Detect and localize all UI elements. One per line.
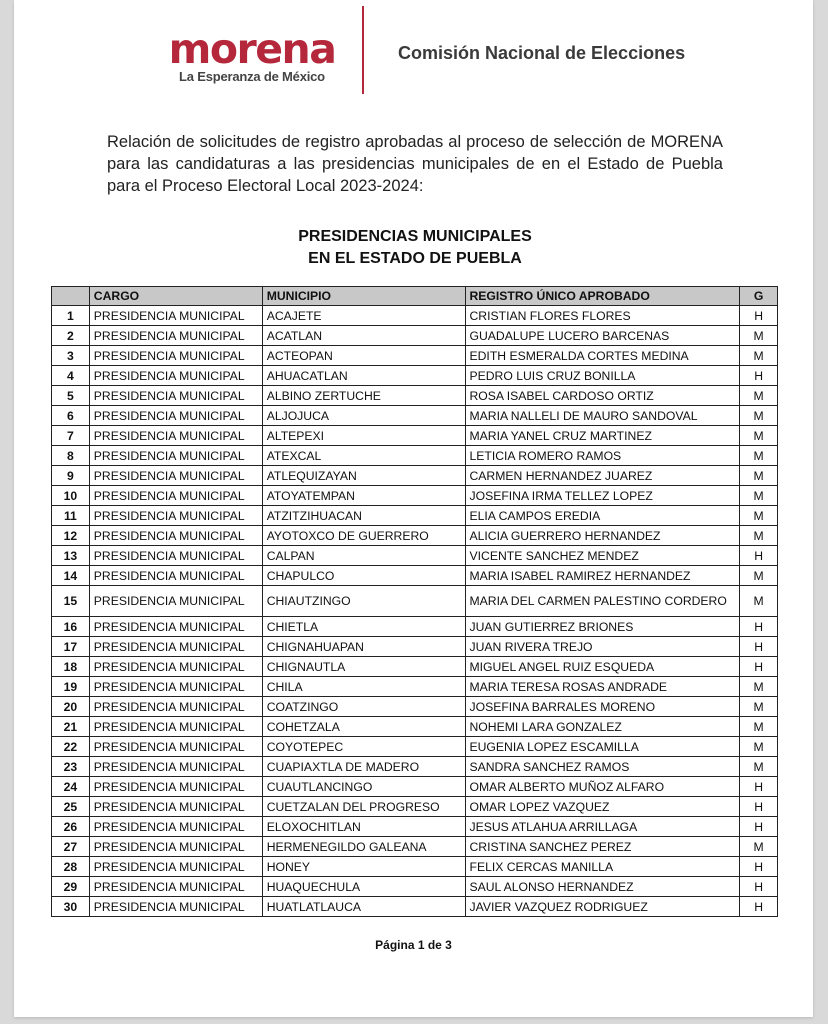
row-cargo: PRESIDENCIA MUNICIPAL (89, 446, 262, 466)
morena-logo (152, 25, 352, 84)
row-municipio: HONEY (262, 857, 465, 877)
row-gender: M (740, 346, 778, 366)
row-municipio: COATZINGO (262, 697, 465, 717)
row-registro: ALICIA GUERRERO HERNANDEZ (465, 526, 740, 546)
table-row (52, 306, 778, 326)
row-registro: JUAN RIVERA TREJO (465, 637, 740, 657)
row-registro: CRISTINA SANCHEZ PEREZ (465, 837, 740, 857)
row-gender: M (740, 326, 778, 346)
table-row (52, 717, 778, 737)
row-registro: VICENTE SANCHEZ MENDEZ (465, 546, 740, 566)
table-row (52, 837, 778, 857)
row-municipio: ALJOJUCA (262, 406, 465, 426)
row-number: 11 (52, 506, 90, 526)
row-gender: M (740, 566, 778, 586)
row-municipio: CHIGNAUTLA (262, 657, 465, 677)
row-gender: H (740, 637, 778, 657)
row-municipio: COHETZALA (262, 717, 465, 737)
row-municipio: CHAPULCO (262, 566, 465, 586)
table-row (52, 617, 778, 637)
row-number: 19 (52, 677, 90, 697)
row-gender: H (740, 617, 778, 637)
column-header-registro: REGISTRO ÚNICO APROBADO (465, 287, 740, 306)
row-registro: JAVIER VAZQUEZ RODRIGUEZ (465, 897, 740, 917)
row-registro: EUGENIA LOPEZ ESCAMILLA (465, 737, 740, 757)
row-cargo: PRESIDENCIA MUNICIPAL (89, 657, 262, 677)
row-gender: M (740, 837, 778, 857)
row-cargo: PRESIDENCIA MUNICIPAL (89, 346, 262, 366)
table-row (52, 486, 778, 506)
row-cargo: PRESIDENCIA MUNICIPAL (89, 837, 262, 857)
row-gender: H (740, 897, 778, 917)
row-registro: ROSA ISABEL CARDOSO ORTIZ (465, 386, 740, 406)
row-number: 6 (52, 406, 90, 426)
row-number: 23 (52, 757, 90, 777)
row-registro: JOSEFINA BARRALES MORENO (465, 697, 740, 717)
table-row (52, 897, 778, 917)
table-row (52, 697, 778, 717)
row-gender: H (740, 657, 778, 677)
row-cargo: PRESIDENCIA MUNICIPAL (89, 757, 262, 777)
row-registro: SANDRA SANCHEZ RAMOS (465, 757, 740, 777)
row-registro: JUAN GUTIERREZ BRIONES (465, 617, 740, 637)
row-municipio: CUETZALAN DEL PROGRESO (262, 797, 465, 817)
row-gender: M (740, 697, 778, 717)
row-registro: OMAR LOPEZ VAZQUEZ (465, 797, 740, 817)
row-cargo: PRESIDENCIA MUNICIPAL (89, 737, 262, 757)
row-cargo: PRESIDENCIA MUNICIPAL (89, 486, 262, 506)
row-municipio: AYOTOXCO DE GUERRERO (262, 526, 465, 546)
table-row (52, 466, 778, 486)
row-cargo: PRESIDENCIA MUNICIPAL (89, 426, 262, 446)
table-row (52, 737, 778, 757)
row-municipio: ACTEOPAN (262, 346, 465, 366)
row-number: 20 (52, 697, 90, 717)
row-gender: H (740, 777, 778, 797)
table-row (52, 366, 778, 386)
row-cargo: PRESIDENCIA MUNICIPAL (89, 797, 262, 817)
table-row (52, 757, 778, 777)
row-municipio: CUAUTLANCINGO (262, 777, 465, 797)
row-number: 16 (52, 617, 90, 637)
row-registro: MARIA TERESA ROSAS ANDRADE (465, 677, 740, 697)
row-registro: CRISTIAN FLORES FLORES (465, 306, 740, 326)
row-number: 25 (52, 797, 90, 817)
row-cargo: PRESIDENCIA MUNICIPAL (89, 466, 262, 486)
row-municipio: CHIGNAHUAPAN (262, 637, 465, 657)
row-cargo: PRESIDENCIA MUNICIPAL (89, 406, 262, 426)
row-gender: M (740, 386, 778, 406)
row-number: 15 (52, 586, 90, 617)
row-number: 18 (52, 657, 90, 677)
row-registro: LETICIA ROMERO RAMOS (465, 446, 740, 466)
row-number: 17 (52, 637, 90, 657)
row-number: 3 (52, 346, 90, 366)
row-gender: H (740, 817, 778, 837)
column-header-cargo: CARGO (89, 287, 262, 306)
row-number: 29 (52, 877, 90, 897)
row-municipio: CHILA (262, 677, 465, 697)
row-cargo: PRESIDENCIA MUNICIPAL (89, 526, 262, 546)
row-municipio: ALBINO ZERTUCHE (262, 386, 465, 406)
row-municipio: AHUACATLAN (262, 366, 465, 386)
row-number: 10 (52, 486, 90, 506)
row-municipio: HERMENEGILDO GALEANA (262, 837, 465, 857)
row-municipio: COYOTEPEC (262, 737, 465, 757)
table-row (52, 346, 778, 366)
row-registro: SAUL ALONSO HERNANDEZ (465, 877, 740, 897)
row-cargo: PRESIDENCIA MUNICIPAL (89, 857, 262, 877)
row-cargo: PRESIDENCIA MUNICIPAL (89, 366, 262, 386)
row-cargo: PRESIDENCIA MUNICIPAL (89, 326, 262, 346)
row-number: 24 (52, 777, 90, 797)
row-cargo: PRESIDENCIA MUNICIPAL (89, 717, 262, 737)
table-body (52, 306, 778, 917)
row-registro: NOHEMI LARA GONZALEZ (465, 717, 740, 737)
logo-wordmark: morena (168, 25, 336, 73)
column-header-municipio: MUNICIPIO (262, 287, 465, 306)
row-municipio: ACAJETE (262, 306, 465, 326)
row-municipio: ATOYATEMPAN (262, 486, 465, 506)
row-number: 21 (52, 717, 90, 737)
logo-tagline: La Esperanza de México (179, 69, 325, 84)
row-registro: CARMEN HERNANDEZ JUAREZ (465, 466, 740, 486)
row-gender: M (740, 506, 778, 526)
row-number: 12 (52, 526, 90, 546)
row-cargo: PRESIDENCIA MUNICIPAL (89, 306, 262, 326)
row-cargo: PRESIDENCIA MUNICIPAL (89, 566, 262, 586)
row-gender: M (740, 586, 778, 617)
row-cargo: PRESIDENCIA MUNICIPAL (89, 877, 262, 897)
row-number: 4 (52, 366, 90, 386)
table-row (52, 586, 778, 617)
heading-line-1: PRESIDENCIAS MUNICIPALES (298, 228, 532, 245)
table-row (52, 406, 778, 426)
row-gender: H (740, 546, 778, 566)
intro-paragraph: Relación de solicitudes de registro aprobadas al proceso de selección de MORENA para las candidaturas a las presidencias municipales de en el Estado de Puebla para el Proceso Electoral Local 2023-2024: (107, 133, 723, 195)
row-registro: MIGUEL ANGEL RUIZ ESQUEDA (465, 657, 740, 677)
row-cargo: PRESIDENCIA MUNICIPAL (89, 677, 262, 697)
row-gender: M (740, 757, 778, 777)
row-municipio: ATEXCAL (262, 446, 465, 466)
row-municipio: ATLEQUIZAYAN (262, 466, 465, 486)
table-row (52, 797, 778, 817)
row-municipio: CUAPIAXTLA DE MADERO (262, 757, 465, 777)
table-row (52, 677, 778, 697)
section-heading (107, 226, 723, 270)
header-divider (362, 6, 364, 94)
table-row (52, 566, 778, 586)
table-row (52, 817, 778, 837)
row-registro: GUADALUPE LUCERO BARCENAS (465, 326, 740, 346)
row-municipio: CALPAN (262, 546, 465, 566)
row-gender: M (740, 406, 778, 426)
table-row (52, 526, 778, 546)
row-number: 22 (52, 737, 90, 757)
row-gender: M (740, 737, 778, 757)
row-cargo: PRESIDENCIA MUNICIPAL (89, 637, 262, 657)
row-gender: M (740, 677, 778, 697)
table-row (52, 446, 778, 466)
row-gender: H (740, 877, 778, 897)
row-municipio: ATZITZIHUACAN (262, 506, 465, 526)
row-registro: ELIA CAMPOS EREDIA (465, 506, 740, 526)
row-number: 7 (52, 426, 90, 446)
row-cargo: PRESIDENCIA MUNICIPAL (89, 386, 262, 406)
table-row (52, 326, 778, 346)
table-header-row (52, 287, 778, 306)
row-gender: H (740, 797, 778, 817)
row-registro: JOSEFINA IRMA TELLEZ LOPEZ (465, 486, 740, 506)
row-registro: MARIA ISABEL RAMIREZ HERNANDEZ (465, 566, 740, 586)
row-gender: M (740, 426, 778, 446)
row-number: 14 (52, 566, 90, 586)
column-header-number (52, 287, 90, 306)
row-number: 8 (52, 446, 90, 466)
row-cargo: PRESIDENCIA MUNICIPAL (89, 546, 262, 566)
table-row (52, 546, 778, 566)
row-registro: EDITH ESMERALDA CORTES MEDINA (465, 346, 740, 366)
row-cargo: PRESIDENCIA MUNICIPAL (89, 817, 262, 837)
row-number: 30 (52, 897, 90, 917)
table-row (52, 857, 778, 877)
row-municipio: CHIAUTZINGO (262, 586, 465, 617)
table-row (52, 506, 778, 526)
row-gender: H (740, 306, 778, 326)
row-municipio: ACATLAN (262, 326, 465, 346)
row-cargo: PRESIDENCIA MUNICIPAL (89, 777, 262, 797)
row-registro: FELIX CERCAS MANILLA (465, 857, 740, 877)
row-number: 5 (52, 386, 90, 406)
row-gender: M (740, 486, 778, 506)
table-row (52, 386, 778, 406)
row-cargo: PRESIDENCIA MUNICIPAL (89, 617, 262, 637)
row-gender: M (740, 466, 778, 486)
row-gender: H (740, 366, 778, 386)
row-cargo: PRESIDENCIA MUNICIPAL (89, 586, 262, 617)
row-number: 28 (52, 857, 90, 877)
table-row (52, 877, 778, 897)
heading-line-2: EN EL ESTADO DE PUEBLA (308, 250, 522, 267)
row-gender: H (740, 857, 778, 877)
row-number: 13 (52, 546, 90, 566)
column-header-gender: G (740, 287, 778, 306)
row-cargo: PRESIDENCIA MUNICIPAL (89, 506, 262, 526)
candidates-table (51, 286, 778, 917)
row-number: 26 (52, 817, 90, 837)
row-registro: JESUS ATLAHUA ARRILLAGA (465, 817, 740, 837)
row-number: 9 (52, 466, 90, 486)
row-municipio: HUATLATLAUCA (262, 897, 465, 917)
row-municipio: CHIETLA (262, 617, 465, 637)
row-number: 1 (52, 306, 90, 326)
row-number: 27 (52, 837, 90, 857)
row-registro: OMAR ALBERTO MUÑOZ ALFARO (465, 777, 740, 797)
row-municipio: ALTEPEXI (262, 426, 465, 446)
row-number: 2 (52, 326, 90, 346)
row-registro: MARIA YANEL CRUZ MARTINEZ (465, 426, 740, 446)
row-registro: PEDRO LUIS CRUZ BONILLA (465, 366, 740, 386)
row-municipio: HUAQUECHULA (262, 877, 465, 897)
row-registro: MARIA NALLELI DE MAURO SANDOVAL (465, 406, 740, 426)
row-registro: MARIA DEL CARMEN PALESTINO CORDERO (465, 586, 740, 617)
row-gender: M (740, 526, 778, 546)
row-municipio: ELOXOCHITLAN (262, 817, 465, 837)
table-row (52, 637, 778, 657)
commission-title: Comisión Nacional de Elecciones (398, 43, 686, 63)
table-row (52, 657, 778, 677)
table-row (52, 777, 778, 797)
page-number: Página 1 de 3 (375, 938, 452, 952)
row-cargo: PRESIDENCIA MUNICIPAL (89, 697, 262, 717)
table-row (52, 426, 778, 446)
row-gender: M (740, 446, 778, 466)
document-page (14, 0, 813, 1017)
row-gender: M (740, 717, 778, 737)
row-cargo: PRESIDENCIA MUNICIPAL (89, 897, 262, 917)
